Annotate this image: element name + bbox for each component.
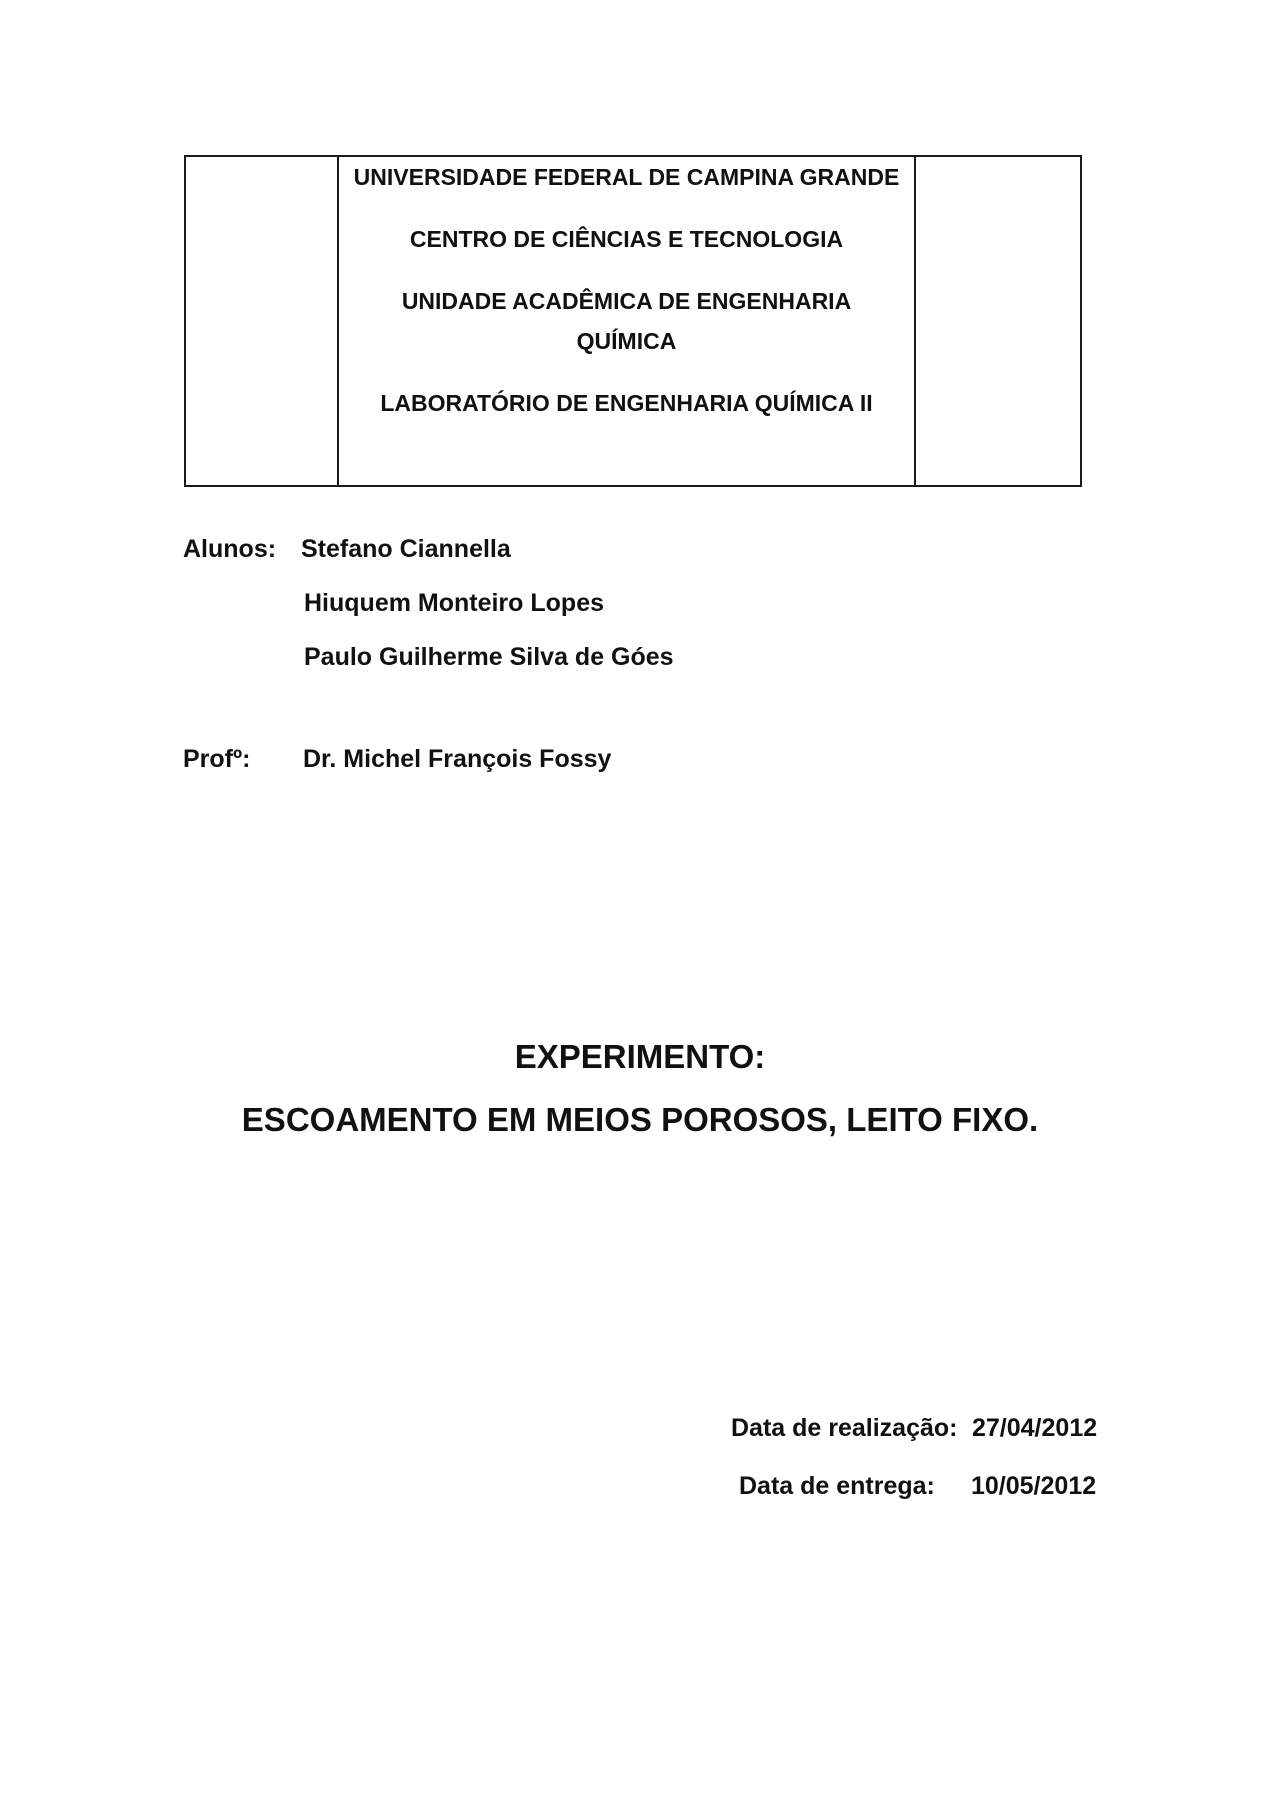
header-table	[184, 155, 1082, 487]
experiment-title: ESCOAMENTO EM MEIOS POROSOS, LEITO FIXO.	[241, 1101, 1039, 1138]
header-left-cell	[186, 157, 339, 485]
student-name-1: Stefano Ciannella	[301, 535, 511, 563]
student-name-2: Hiuquem Monteiro Lopes	[304, 589, 604, 617]
header-right-cell	[916, 157, 1080, 485]
students-label: Alunos:	[183, 535, 277, 563]
university-name: UNIVERSIDADE FEDERAL DE CAMPINA GRANDE	[353, 164, 900, 190]
header-center-cell	[339, 157, 916, 485]
realization-date-label: Data de realização:	[731, 1414, 958, 1442]
professor-name: Dr. Michel François Fossy	[303, 745, 612, 773]
professor-label: Profº:	[183, 745, 251, 773]
experiment-heading: EXPERIMENTO:	[514, 1038, 766, 1075]
student-name-3: Paulo Guilherme Silva de Góes	[304, 643, 674, 671]
delivery-date-value: 10/05/2012	[971, 1472, 1097, 1500]
delivery-date-label: Data de entrega:	[739, 1472, 935, 1500]
academic-unit-line1: UNIDADE ACADÊMICA DE ENGENHARIA	[401, 288, 852, 314]
center-name: CENTRO DE CIÊNCIAS E TECNOLOGIA	[409, 226, 844, 252]
realization-date-value: 27/04/2012	[972, 1414, 1098, 1442]
laboratory-name: LABORATÓRIO DE ENGENHARIA QUÍMICA II	[380, 390, 873, 416]
academic-unit-line2: QUÍMICA	[576, 328, 677, 354]
